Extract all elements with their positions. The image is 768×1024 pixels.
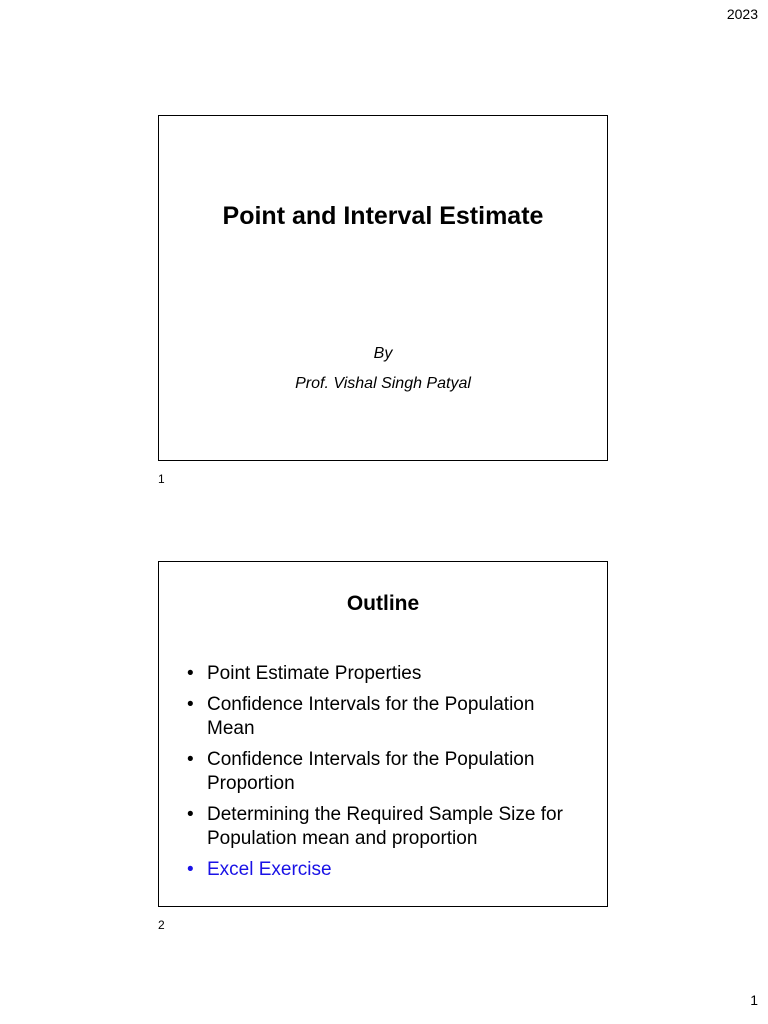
slide-1-by: By	[373, 345, 393, 362]
page-number: 1	[750, 992, 758, 1008]
slide-2	[158, 561, 608, 907]
outline-item: • Point Estimate Properties	[187, 662, 587, 686]
outline-item: • Determining the Required Sample Size for Population mean and proportion	[187, 803, 587, 851]
slide-1-title: Point and Interval Estimate	[222, 202, 544, 230]
slide-2-number: 2	[158, 918, 165, 932]
outline-list	[187, 662, 587, 889]
outline-item: • Confidence Intervals for the Population Mean	[187, 693, 587, 741]
slide-2-title: Outline	[346, 592, 420, 615]
slide-1-number: 1	[158, 472, 165, 486]
slide-1	[158, 115, 608, 461]
outline-item-excel: • Excel Exercise	[187, 858, 587, 882]
outline-item: • Confidence Intervals for the Population Proportion	[187, 748, 587, 796]
page-year: 2023	[726, 6, 758, 22]
slide-1-author: Prof. Vishal Singh Patyal	[295, 375, 471, 392]
